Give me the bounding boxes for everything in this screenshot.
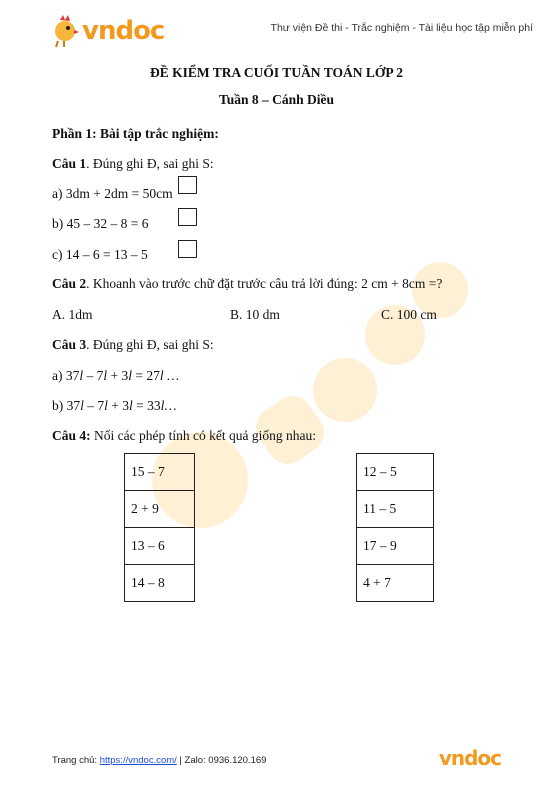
question-prompt: . Đúng ghi Đ, sai ghi S: bbox=[86, 156, 214, 171]
question-label: Câu 2 bbox=[52, 276, 87, 291]
answer-box-c[interactable] bbox=[178, 240, 197, 258]
left-column-table bbox=[124, 453, 195, 602]
left-cell[interactable]: 15 – 7 bbox=[125, 454, 195, 491]
brand-logo[interactable] bbox=[50, 14, 164, 48]
footer-brand-logo[interactable]: vndoc bbox=[438, 746, 501, 770]
footer-homepage-link[interactable]: https://vndoc.com/ bbox=[99, 755, 177, 766]
right-cell[interactable]: 12 – 5 bbox=[357, 454, 434, 491]
rooster-mascot-icon bbox=[50, 14, 80, 48]
answer-box-a[interactable] bbox=[178, 176, 197, 194]
question-label: Câu 1 bbox=[52, 156, 87, 171]
question-prompt: Nối các phép tính có kết quả giống nhau: bbox=[90, 428, 316, 443]
footer-info bbox=[52, 755, 266, 766]
footer-label: Trang chủ: bbox=[52, 755, 100, 766]
left-cell[interactable]: 14 – 8 bbox=[125, 565, 195, 602]
option-c[interactable]: C. 100 cm bbox=[381, 307, 437, 322]
footer-contact: | Zalo: 0936.120.169 bbox=[176, 755, 267, 766]
question-prompt: . Đúng ghi Đ, sai ghi S: bbox=[86, 337, 214, 352]
question-label: Câu 4: bbox=[52, 428, 91, 443]
q1-item-b: b) 45 – 32 – 8 = 6 bbox=[52, 216, 149, 231]
question-2 bbox=[52, 276, 442, 292]
question-1 bbox=[52, 156, 214, 172]
question-prompt: . Khoanh vào trước chữ đặt trước câu trả lời đúng: 2 cm + 8cm =? bbox=[86, 276, 443, 291]
question-label: Câu 3 bbox=[52, 337, 87, 352]
document-subtitle: Tuần 8 – Cánh Diều bbox=[218, 92, 335, 107]
brand-name: vndoc bbox=[82, 16, 165, 46]
document-title: ĐỀ KIỂM TRA CUỐI TUẦN TOÁN LỚP 2 bbox=[150, 65, 403, 80]
q3-item-b: b) 37l – 7l + 3l = 33l… bbox=[52, 398, 177, 413]
option-a[interactable]: A. 1dm bbox=[52, 307, 93, 322]
right-column-table bbox=[356, 453, 434, 602]
question-4 bbox=[52, 428, 316, 444]
answer-box-b[interactable] bbox=[178, 208, 197, 226]
left-cell[interactable]: 2 + 9 bbox=[125, 491, 195, 528]
q3-item-a: a) 37l – 7l + 3l = 27l … bbox=[52, 368, 180, 383]
q1-item-a: a) 3dm + 2dm = 50cm bbox=[52, 186, 173, 201]
part-heading: Phần 1: Bài tập trắc nghiệm: bbox=[52, 126, 219, 141]
question-3 bbox=[52, 337, 214, 353]
right-cell[interactable]: 17 – 9 bbox=[357, 528, 434, 565]
right-cell[interactable]: 11 – 5 bbox=[357, 491, 434, 528]
q1-item-c: c) 14 – 6 = 13 – 5 bbox=[52, 247, 148, 262]
option-b[interactable]: B. 10 dm bbox=[230, 307, 280, 322]
left-cell[interactable]: 13 – 6 bbox=[125, 528, 195, 565]
header-tagline: Thư viện Đề thi - Trắc nghiệm - Tài liệu học tập miễn phí bbox=[270, 22, 533, 34]
right-cell[interactable]: 4 + 7 bbox=[357, 565, 434, 602]
